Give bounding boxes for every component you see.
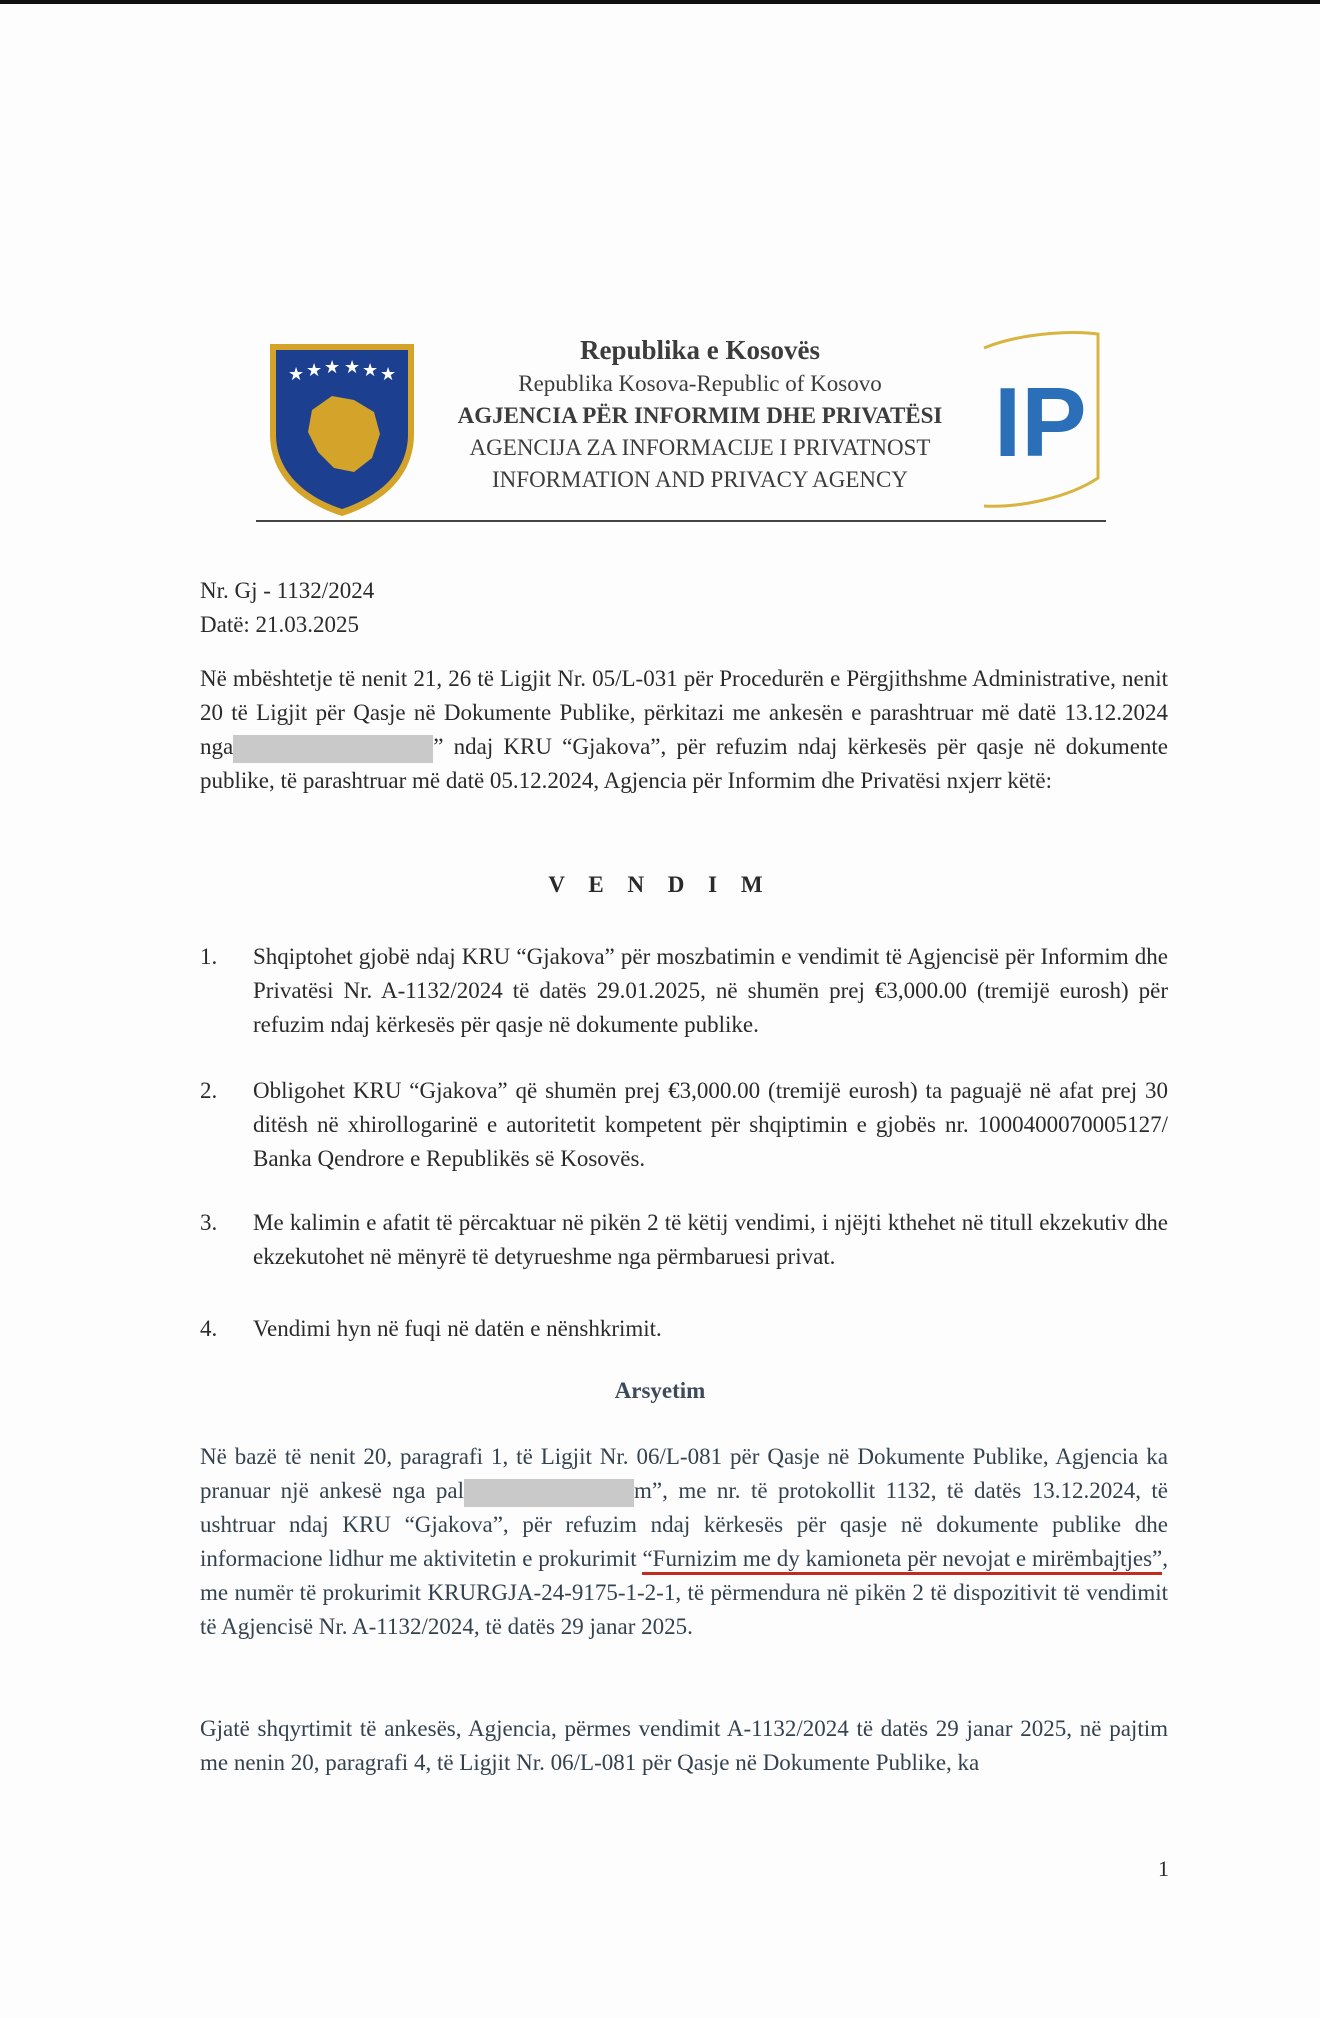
page-number: 1 [1158, 1856, 1169, 1881]
arsyetim-text-1: Në bazë të nenit 20, paragrafi 1, të Ligjit Nr. 06/L-081 për Qasje në Dokumente Publike, Agjencia ka pranuar një ankesë nga pal [200, 1444, 1168, 1503]
arsyetim-text-4: Gjatë shqyrtimit të ankesës, Agjencia, përmes vendimit A-1132/2024 të datës 29 janar 2025, në pajtim me nenin 20, paragrafi 4, të Ligjit Nr. 06/L-081 për Qasje në Dokumente Publike, ka [200, 1716, 1168, 1775]
item-text: Obligohet KRU “Gjakova” që shumën prej €3,000.00 (tremijë eurosh) ta paguajë në afat prej 30 ditësh në xhirollogarinë e autoritetit kompetent për shqiptimin e gjobës nr. 1000400070005127/ Banka Qendrore e Republikës së Kosovës. [253, 1078, 1168, 1171]
intro-paragraph [200, 662, 1168, 798]
item-number: 3. [200, 1210, 218, 1235]
item-text: Vendimi hyn në fuqi në datën e nënshkrimit. [253, 1316, 662, 1341]
arsyetim-title: Arsyetim [614, 1378, 706, 1403]
svg-text:★: ★ [306, 360, 323, 381]
svg-text:★: ★ [324, 357, 341, 378]
item-number: 2. [200, 1078, 218, 1103]
svg-text:★: ★ [288, 364, 305, 385]
kosovo-coat-of-arms-icon [262, 338, 422, 520]
item-text: Shqiptohet gjobë ndaj KRU “Gjakova” për moszbatimin e vendimit të Agjencisë për Informim dhe Privatësi Nr. A-1132/2024 të datës 29.01.2025, në shumën prej €3,000.00 (tremijë eurosh) për refuzim ndaj kërkesës për qasje në dokumente publike. [253, 944, 1168, 1037]
list-item [200, 1206, 1168, 1274]
list-item [200, 1312, 1168, 1346]
redacted-party [464, 1479, 634, 1507]
document-number: Nr. Gj - 1132/2024 [200, 578, 375, 603]
vendim-title: V E N D I M [548, 872, 772, 897]
header-line-2: Republika Kosova-Republic of Kosovo [518, 371, 882, 396]
header-line-4: AGENCIJA ZA INFORMACIJE I PRIVATNOST [469, 435, 931, 460]
list-item [200, 1074, 1168, 1176]
underlined-procurement-title: “Furnizim me dy kamioneta për nevojat e mirëmbajtjes” [642, 1546, 1162, 1575]
agency-header [440, 332, 960, 496]
svg-text:★: ★ [362, 360, 379, 381]
arsyetim-text-2: m”, me nr. të protokollit 1132, të datës 13.12.2024, të ushtruar ndaj KRU “Gjakova”, për refuzim ndaj kërkesës për qasje në dokumente publike dhe informacione lidhur me aktivitetin e prokurimit [200, 1478, 1168, 1571]
arsyetim-paragraph-1 [200, 1440, 1168, 1644]
ip-logo-icon [978, 328, 1104, 514]
list-item [200, 940, 1168, 1042]
top-border [0, 0, 1320, 4]
header-line-1: Republika e Kosovës [579, 335, 821, 365]
arsyetim-paragraph-2 [200, 1712, 1168, 1780]
header-line-5: INFORMATION AND PRIVACY AGENCY [492, 467, 908, 492]
item-text: Me kalimin e afatit të përcaktuar në pikën 2 të këtij vendimi, i njëjti kthehet në titull ekzekutiv dhe ekzekutohet në mënyrë të detyrueshme nga përmbaruesi privat. [253, 1210, 1168, 1269]
svg-text:★: ★ [380, 364, 397, 385]
document-meta [200, 574, 374, 642]
item-number: 1. [200, 944, 218, 969]
arsyetim-text-3: , me numër të prokurimit KRURGJA-24-9175-1-2-1, të përmendura në pikën 2 të dispozitivit të vendimit të Agjencisë Nr. A-1132/2024, të datës 29 janar 2025. [200, 1546, 1168, 1639]
document-date: Datë: 21.03.2025 [200, 612, 360, 637]
intro-text-2: ” ndaj KRU “Gjakova”, për refuzim ndaj kërkesës për qasje në dokumente publike, të parashtruar më datë 05.12.2024, Agjencia për Informim dhe Privatësi nxjerr këtë: [200, 734, 1168, 793]
header-divider [256, 520, 1106, 522]
header-line-3: AGJENCIA PËR INFORMIM DHE PRIVATËSI [457, 403, 943, 428]
redacted-name [233, 735, 433, 763]
item-number: 4. [200, 1316, 218, 1341]
svg-text:★: ★ [344, 357, 361, 378]
intro-text-1: Në mbështetje të nenit 21, 26 të Ligjit Nr. 05/L-031 për Procedurën e Përgjithshme Administrative, nenit 20 të Ligjit për Qasje në Dokumente Publike, përkitazi me ankesën e parashtruar më datë 13.12.2024 nga [200, 666, 1168, 759]
svg-text:IP: IP [994, 367, 1087, 477]
